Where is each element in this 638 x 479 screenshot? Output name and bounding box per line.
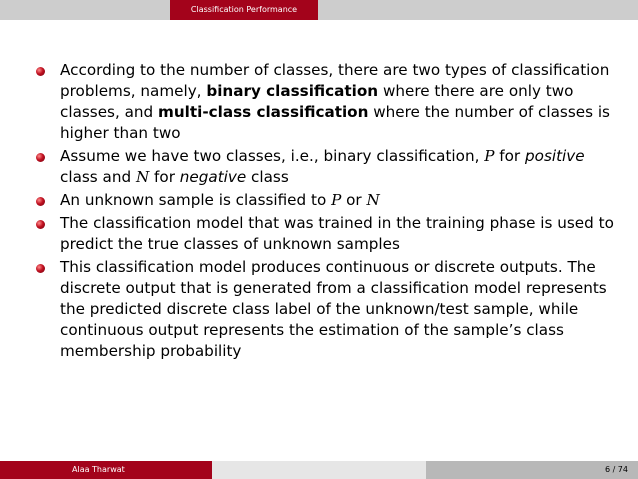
italic-term: positive [525, 147, 585, 165]
bold-term: multi-class classification [158, 103, 369, 121]
bullet-item [36, 146, 616, 188]
bullet-item [36, 190, 616, 211]
footer-bar [0, 461, 638, 479]
bullet-text: class [246, 168, 289, 186]
footer-middle-box [212, 461, 426, 479]
math-symbol: N [366, 191, 380, 209]
footer-author-box [0, 461, 212, 479]
bullet-text: An unknown sample is classified to [60, 191, 332, 209]
bullet-ball-icon [36, 264, 45, 273]
bullet-text: class and [60, 168, 136, 186]
page-number: 6 / 74 [604, 465, 628, 474]
bullet-text: for [149, 168, 180, 186]
bullet-list [36, 60, 616, 362]
math-symbol: P [484, 147, 495, 165]
math-symbol: N [135, 168, 150, 186]
italic-term: negative [179, 168, 247, 186]
bullet-text: where there are only two classes, and [60, 82, 574, 121]
bullet-text: Assume we have two classes, i.e., binary classification, [60, 147, 485, 165]
bullet-text: or [341, 191, 367, 209]
footer-author: Alaa Tharwat [72, 465, 125, 474]
bullet-item [36, 257, 616, 362]
bullet-ball-icon [36, 197, 45, 206]
bullet-ball-icon [36, 67, 45, 76]
bullet-item [36, 213, 616, 255]
bullet-text: This classification model produces continuous or discrete outputs. The discrete output that is generated from a classification model represents the predicted discrete class label of the unknown/test sample, while continuous output represents the estimation of the sample’s class membership probability [60, 258, 607, 360]
bullet-text: where the number of classes is higher than two [60, 103, 610, 142]
bullet-text: According to the number of classes, there are two types of classification problems, namely, [60, 61, 610, 100]
top-navigation-bar [0, 0, 638, 20]
bold-term: binary classification [206, 82, 379, 100]
footer-page-box [426, 461, 638, 479]
section-title[interactable]: Classification Performance [170, 0, 318, 20]
bullet-ball-icon [36, 220, 45, 229]
bullet-text: for [494, 147, 526, 165]
bullet-ball-icon [36, 153, 45, 162]
bullet-text: The classification model that was trained in the training phase is used to predict the true classes of unknown samples [60, 214, 614, 253]
slide-content [36, 60, 616, 364]
bullet-item [36, 60, 616, 144]
math-symbol: P [331, 191, 342, 209]
